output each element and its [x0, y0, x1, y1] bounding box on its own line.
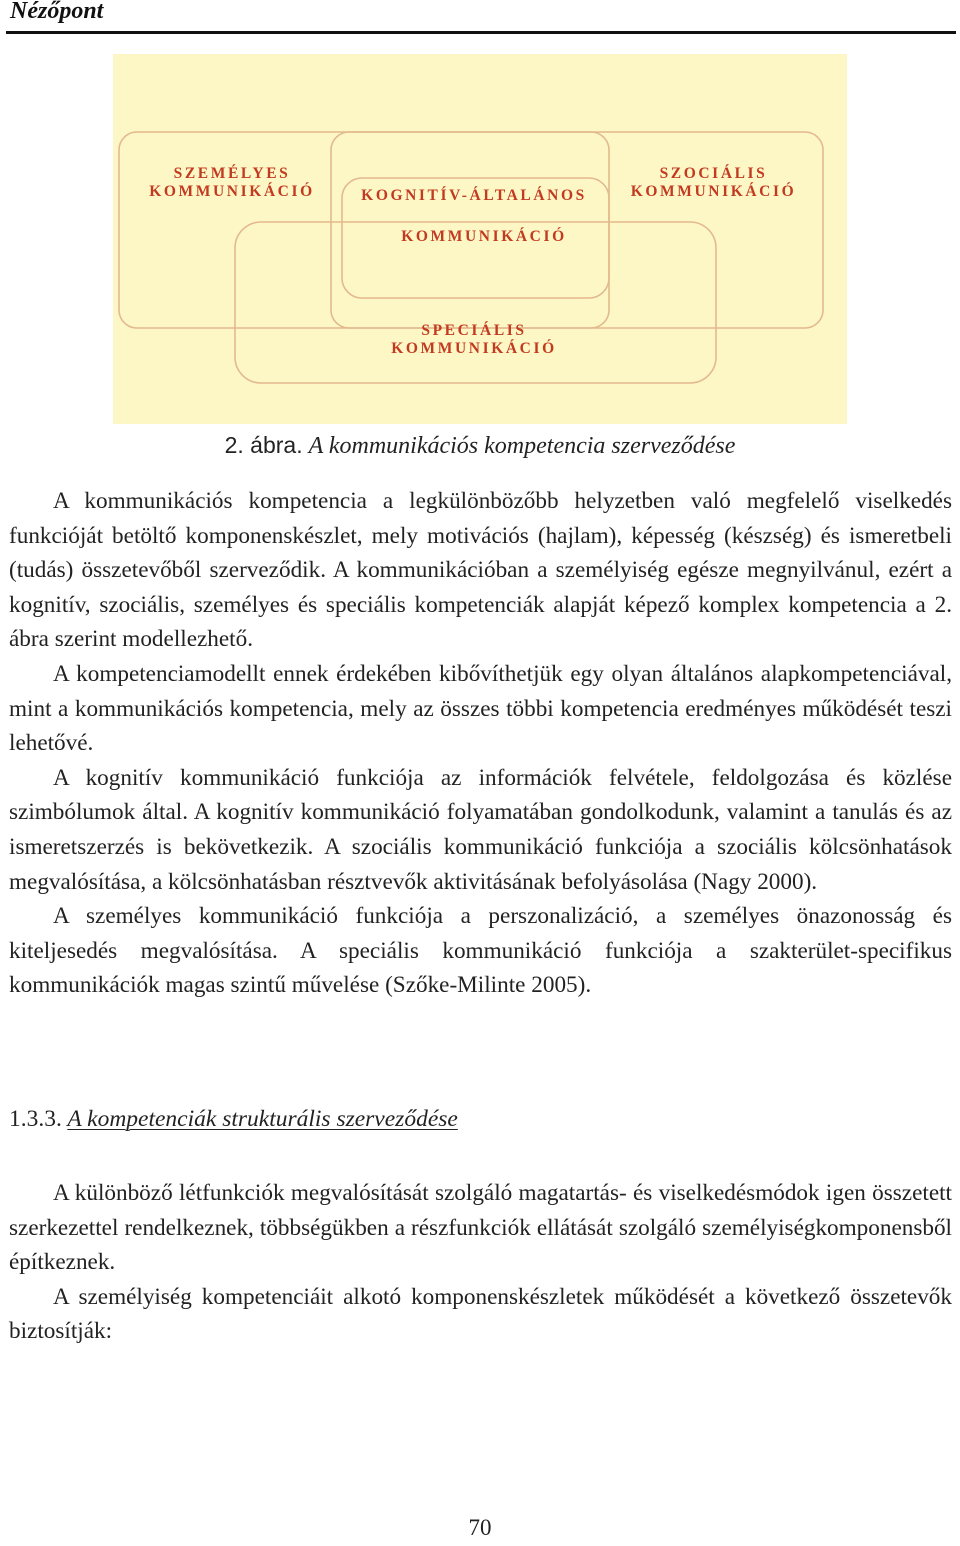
body-text-top	[9, 484, 952, 1003]
running-header: Nézőpont	[10, 0, 104, 24]
label-cognitive-line1: KOGNITÍV-ÁLTALÁNOS	[361, 187, 587, 204]
section-number: 1.3.3.	[9, 1106, 62, 1132]
body-text-bottom	[9, 1176, 952, 1349]
label-social: SZOCIÁLIS KOMMUNIKÁCIÓ	[630, 165, 797, 200]
paragraph: A személyes kommunikáció funkciója a perszonalizáció, a személyes önazonosság és kiteljesedés megvalósítása. A speciális kommunikáció funkciója a szakterület-specifikus kommunikációk magas szintű művelése (Szőke-Milinte 2005).	[9, 903, 952, 999]
label-special: SPECIÁLIS KOMMUNIKÁCIÓ	[391, 322, 557, 357]
special-communication-outline	[235, 222, 716, 383]
competence-diagram	[113, 54, 847, 424]
paragraph: A kompetenciamodellt ennek érdekében kibővíthetjük egy olyan általános alapkompetenciával, mint a kommunikációs kompetencia, mely az összes többi kompetencia eredményes működését teszi lehetővé.	[9, 660, 952, 757]
caption-title: A kommunikációs kompetencia szerveződése	[308, 433, 736, 459]
figure-caption	[0, 432, 960, 460]
paragraph: A kommunikációs kompetencia a legkülönbözőbb helyzetben való megfelelő viselkedés funkcióját betöltő komponenskészlet, mely motivációs (hajlam), képesség (készség) és ismeretbeli (tudás) összetevőből szerveződik. A kommunikációban a személyiség egésze megnyilvánul, ezért a kognitív, szociális, személyes és speciális kompetenciák alapját képező komplex kompetencia a 2. ábra szerint modellezhető.	[9, 488, 952, 653]
section-title: A kompetenciák strukturális szerveződése	[67, 1106, 458, 1132]
page-number: 70	[468, 1515, 492, 1540]
header-divider	[6, 31, 956, 34]
caption-number: 2. ábra.	[224, 432, 303, 458]
paragraph: A kognitív kommunikáció funkciója az információk felvétele, feldolgozása és közlése szimbólumok által. A kognitív kommunikáció folyamatában gondolkodunk, valamint a tanulás és az ismeretszerzés is bekövetkezik. A szociális kommunikáció funkciója a szociális kölcsönhatások megvalósítása, a kölcsönhatásban résztvevők aktivitásának befolyásolása (Nagy 2000).	[9, 764, 952, 895]
paragraph: A személyiség kompetenciáit alkotó komponenskészletek működését a következő összetevők biztosítják:	[9, 1283, 952, 1345]
section-heading	[9, 1106, 458, 1133]
paragraph: A különböző létfunkciók megvalósítását szolgáló magatartás- és viselkedésmódok igen összetett szerkezettel rendelkeznek, többségükben a részfunkciók ellátását szolgáló személyiségkomponensből építkeznek.	[9, 1180, 952, 1276]
label-cognitive-line2: KOMMUNIKÁCIÓ	[401, 228, 567, 245]
label-personal: SZEMÉLYES KOMMUNIKÁCIÓ	[149, 165, 315, 200]
